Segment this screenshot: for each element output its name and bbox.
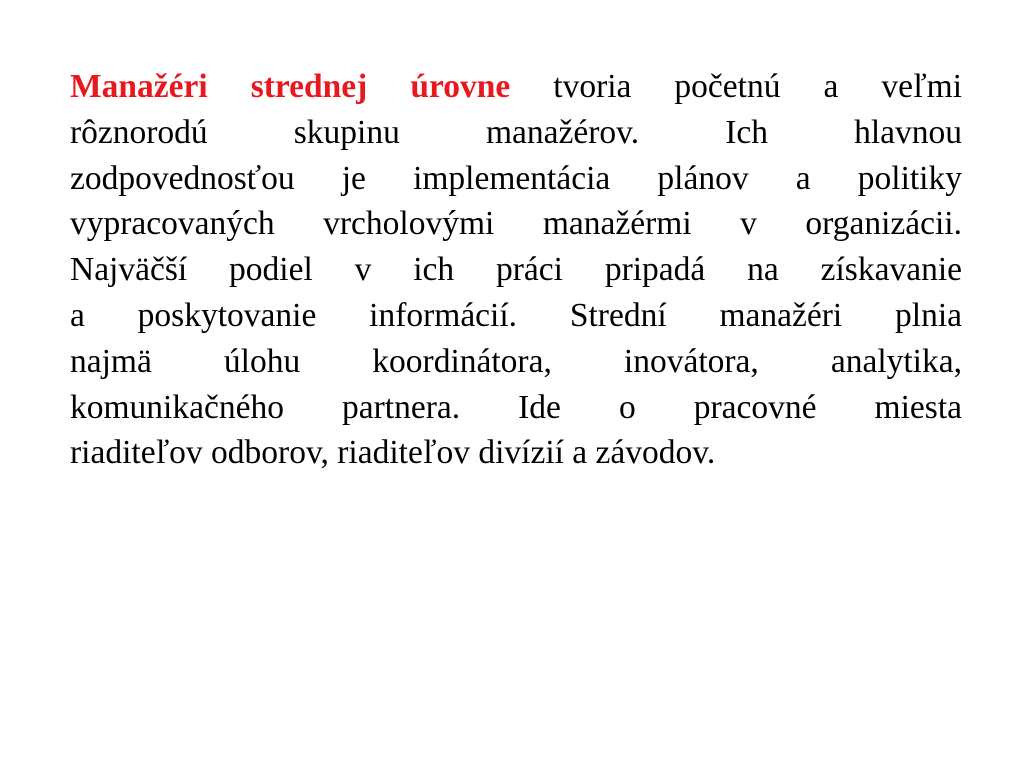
paragraph-line-3: zodpovednosťou je implementácia plánov a politiky — [70, 159, 962, 197]
paragraph-line-4: vypracovaných vrcholovými manažérmi v organizácii. — [70, 205, 962, 243]
paragraph-line-6: a poskytovanie informácií. Strední manažéri plnia — [70, 296, 962, 334]
highlighted-term: Manažéri strednej úrovne — [70, 68, 511, 105]
paragraph-line-8: komunikačného partnera. Ide o pracovné miesta — [70, 388, 962, 426]
body-paragraph — [70, 64, 962, 476]
line-1-text: tvoria početnú a veľmi — [510, 68, 962, 105]
paragraph-line-5: Najväčší podiel v ich práci pripadá na získavanie — [70, 251, 962, 289]
paragraph-line-1 — [70, 64, 962, 110]
paragraph-line-2: rôznorodú skupinu manažérov. Ich hlavnou — [70, 113, 962, 151]
paragraph-line-7: najmä úlohu koordinátora, inovátora, analytika, — [70, 342, 962, 380]
paragraph-line-9: riaditeľov odborov, riaditeľov divízií a závodov. — [70, 434, 716, 472]
